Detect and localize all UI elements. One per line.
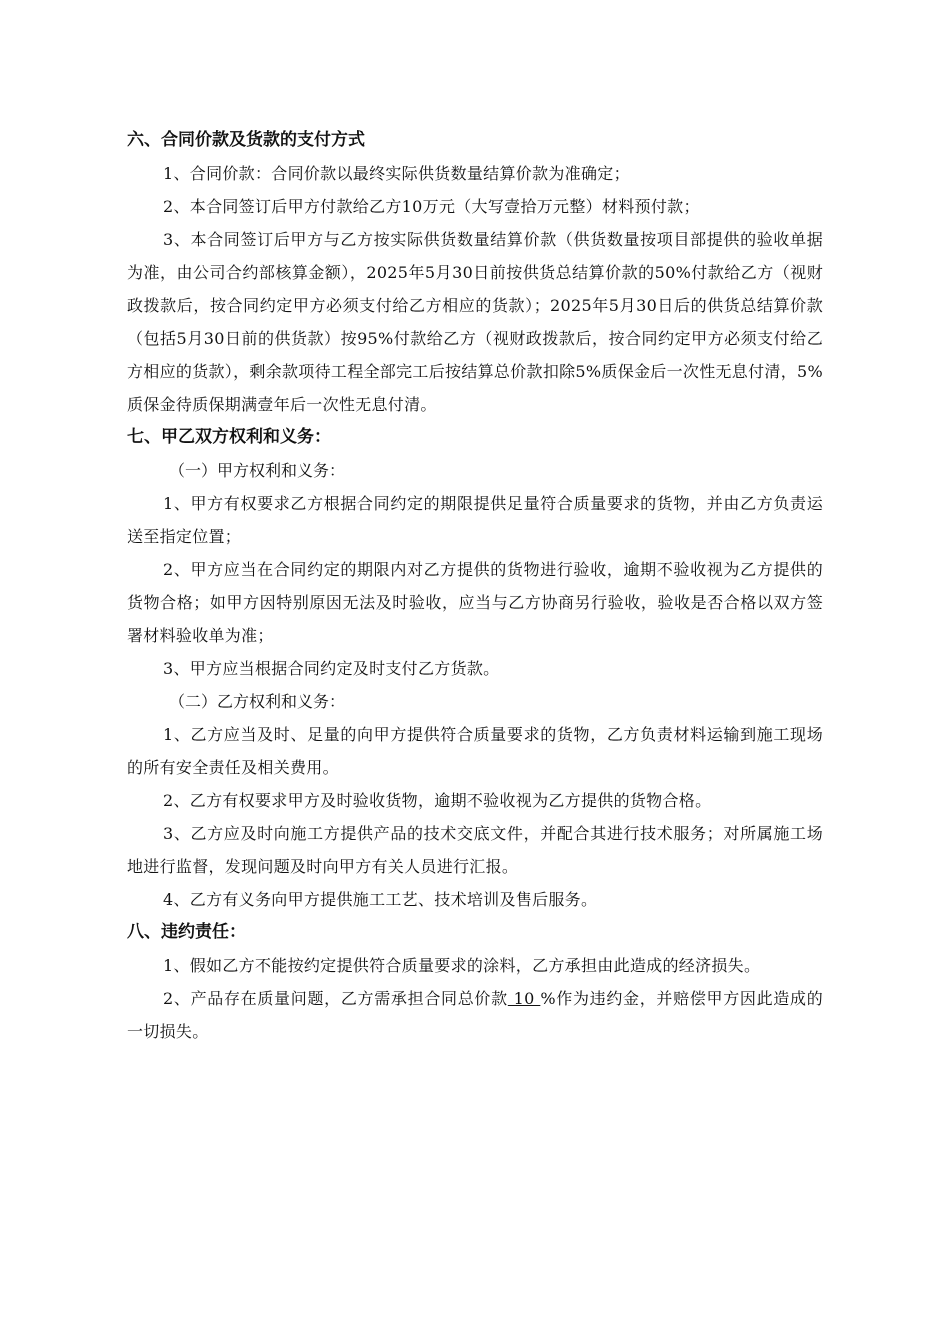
- section-6-clause-1: 1、合同价款：合同价款以最终实际供货数量结算价款为准确定；: [163, 164, 630, 183]
- breach-clause-1: 1、假如乙方不能按约定提供符合质量要求的涂料，乙方承担由此造成的经济损失。: [163, 956, 761, 975]
- section-6-clause-2: 2、本合同签订后甲方付款给乙方10万元（大写壹拾万元整）材料预付款；: [163, 197, 700, 216]
- breach-clause-2-text-before: 2、产品存在质量问题，乙方需承担合同总价款: [163, 989, 508, 1008]
- party-a-subheading: （一）甲方权利和义务：: [169, 461, 346, 480]
- party-b-subheading: （二）乙方权利和义务：: [169, 692, 346, 711]
- party-a-clause-1: 1、甲方有权要求乙方根据合同约定的期限提供足量符合质量要求的货物，并由乙方负责运送至指定位置；: [127, 494, 823, 546]
- contract-page: [127, 124, 823, 1048]
- breach-clause-2: [127, 982, 823, 1048]
- section-6-clause-3: 3、本合同签订后甲方与乙方按实际供货数量结算价款（供货数量按项目部提供的验收单据为准，由公司合约部核算金额），2025年5月30日前按供货总结算价款的50%付款给乙方（视财政拨款后，按合同约定甲方必须支付给乙方相应的货款）；2025年5月30日后的供货总结算价款（包括5月30日前的供货款）按95%付款给乙方（视财政拨款后，按合同约定甲方必须支付给乙方相应的货款），剩余款项待工程全部完工后按结算总价款扣除5%质保金后一次性无息付清，5%质保金待质保期满壹年后一次性无息付清。: [127, 230, 823, 414]
- party-a-clause-2: 2、甲方应当在合同约定的期限内对乙方提供的货物进行验收，逾期不验收视为乙方提供的货物合格；如甲方因特别原因无法及时验收，应当与乙方协商另行验收，验收是否合格以双方签署材料验收单为准；: [127, 560, 823, 645]
- party-a-clause-3: 3、甲方应当根据合同约定及时支付乙方货款。: [163, 659, 500, 678]
- party-b-clause-1: 1、乙方应当及时、足量的向甲方提供符合质量要求的货物，乙方负责材料运输到施工现场的所有安全责任及相关费用。: [127, 725, 823, 777]
- section-7-heading: 七、甲乙双方权利和义务：: [127, 427, 331, 447]
- section-8-heading: 八、违约责任：: [127, 922, 246, 942]
- penalty-percent-blank: 10: [507, 989, 541, 1008]
- party-b-clause-4: 4、乙方有义务向甲方提供施工工艺、技术培训及售后服务。: [163, 890, 598, 909]
- section-6-heading: 六、合同价款及货款的支付方式: [127, 130, 365, 150]
- party-b-clause-3: 3、乙方应及时向施工方提供产品的技术交底文件，并配合其进行技术服务；对所属施工场地进行监督，发现问题及时向甲方有关人员进行汇报。: [127, 824, 823, 876]
- party-b-clause-2: 2、乙方有权要求甲方及时验收货物，逾期不验收视为乙方提供的货物合格。: [163, 791, 712, 810]
- breach-clause-2-text-after: %作为违约金，并赔偿甲方因此造成的一切损失。: [127, 989, 823, 1041]
